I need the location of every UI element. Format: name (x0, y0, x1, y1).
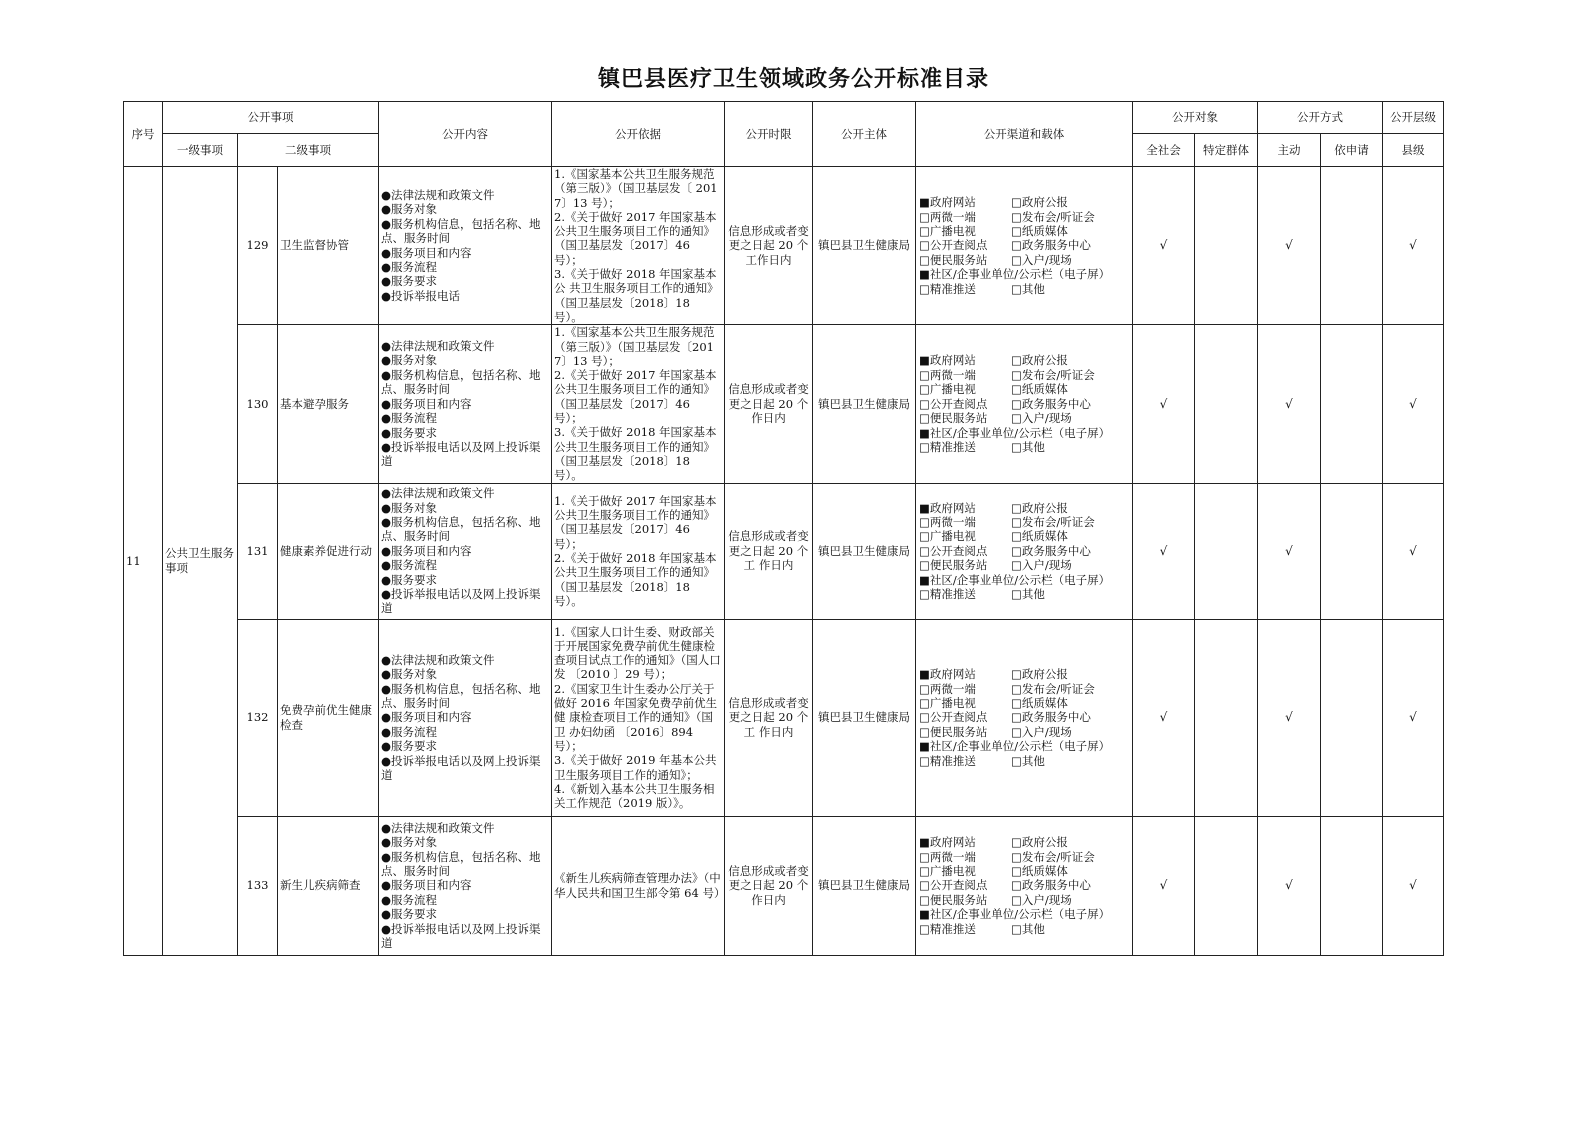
channel-line (919, 835, 1130, 849)
channel-list (916, 325, 1133, 483)
channel-option: □公开查阅点 (919, 238, 988, 253)
header-seq: 序号 (124, 102, 163, 167)
channel-option: □政务服务中心 (1011, 238, 1091, 253)
basis-line: 1.《国家基本公共卫生服务规范（第三版）》（国卫基层发〔2017〕13 号）； (554, 325, 715, 368)
header-level2: 二级事项 (238, 134, 379, 167)
header-basis: 公开依据 (552, 102, 725, 167)
header-level1: 一级事项 (163, 134, 238, 167)
channel-line (919, 210, 1130, 224)
basis-list (552, 483, 725, 619)
content-line: ●服务对象 (381, 353, 438, 368)
content-line: ●服务要求 (381, 425, 438, 440)
header-level-county: 县级 (1383, 134, 1444, 167)
content-list (379, 325, 552, 483)
target-group-mark (1195, 325, 1258, 483)
header-channel: 公开渠道和载体 (916, 102, 1133, 167)
channel-line (919, 864, 1130, 878)
basis-line: 4.《新划入基本公共卫生服务相关工作规范（2019 版）》。 (554, 781, 715, 811)
content-line: ●服务流程 (381, 724, 438, 739)
channel-option: □纸质媒体 (1011, 382, 1068, 397)
channel-option: □两微一端 (919, 515, 976, 530)
catalog-table (123, 101, 1444, 956)
channel-option: □发布会/听证会 (1011, 209, 1095, 224)
channel-line (919, 368, 1130, 382)
content-line: ●服务流程 (381, 558, 438, 573)
table-row (124, 167, 1444, 325)
channel-option: □公开查阅点 (919, 396, 988, 411)
time-limit: 信息形成或者变更之日起 20 个作日内 (725, 816, 813, 955)
channel-option: □广播电视 (919, 863, 976, 878)
content-line: ●投诉举报电话以及网上投诉渠 (381, 753, 541, 768)
basis-line: 2.《关于做好 2017 年国家基本公共卫生服务项目工作的通知》（国卫基层发〔2017〕46 号）； (554, 209, 717, 267)
basis-line: 2.《关于做好 2017 年国家基本公共卫生服务项目工作的通知》（国卫基层发〔2017〕46 号）； (554, 368, 717, 426)
subject: 镇巴县卫生健康局 (813, 325, 916, 483)
item-name: 免费孕前优生健康检查 (278, 619, 379, 816)
content-line: ●服务对象 (381, 202, 438, 217)
basis-line: 《新生儿疾病筛查管理办法》（中华人民共和国卫生部令第 64 号） (554, 871, 726, 900)
channel-option: □便民服务站 (919, 558, 988, 573)
item-name: 新生儿疾病筛查 (278, 816, 379, 955)
table-row (124, 325, 1444, 483)
method-apply-mark (1321, 619, 1383, 816)
content-line: 点、服务时间 (381, 529, 450, 544)
channel-list (916, 816, 1133, 955)
item-number: 130 (238, 325, 278, 483)
header-content: 公开内容 (379, 102, 552, 167)
header-items: 公开事项 (163, 102, 379, 134)
channel-option: □广播电视 (919, 224, 976, 239)
channel-line (919, 238, 1130, 252)
group-level1: 公共卫生服务事项 (163, 167, 238, 956)
target-all-mark: √ (1133, 816, 1195, 955)
channel-option: □纸质媒体 (1011, 863, 1068, 878)
channel-option: □便民服务站 (919, 724, 988, 739)
content-line: ●服务项目和内容 (381, 878, 472, 893)
content-line: ●服务机构信息，包括名称、地 (381, 216, 541, 231)
content-line: ●服务项目和内容 (381, 710, 472, 725)
time-limit: 信息形成或者变更之日起 20 个工 作日内 (725, 619, 813, 816)
content-line: ●服务要求 (381, 907, 438, 922)
channel-line (919, 195, 1130, 209)
content-line: ●服务流程 (381, 892, 438, 907)
channel-line (919, 682, 1130, 696)
subject: 镇巴县卫生健康局 (813, 619, 916, 816)
channel-option: □入户/现场 (1011, 892, 1072, 907)
channel-option: □精准推送 (919, 439, 976, 454)
channel-option: ■政府网站 (919, 500, 976, 515)
method-apply-mark (1321, 325, 1383, 483)
content-line: ●服务对象 (381, 500, 438, 515)
channel-line (919, 667, 1130, 681)
channel-option: □入户/现场 (1011, 252, 1072, 267)
method-active-mark: √ (1258, 167, 1321, 325)
page-title: 镇巴县医疗卫生领域政务公开标准目录 (597, 66, 989, 92)
channel-line (919, 558, 1130, 572)
content-line: 道 (381, 767, 393, 782)
level-county-mark: √ (1383, 619, 1444, 816)
header-subject: 公开主体 (813, 102, 916, 167)
target-group-mark (1195, 483, 1258, 619)
table-row (124, 483, 1444, 619)
table-body (124, 167, 1444, 956)
header-method-active: 主动 (1258, 134, 1321, 167)
content-list (379, 816, 552, 955)
target-group-mark (1195, 167, 1258, 325)
channel-option: □公开查阅点 (919, 878, 988, 893)
channel-option: □发布会/听证会 (1011, 515, 1095, 530)
content-line: 道 (381, 601, 393, 616)
content-line: ●服务项目和内容 (381, 245, 472, 260)
content-line: ●服务对象 (381, 835, 438, 850)
channel-option: □便民服务站 (919, 411, 988, 426)
channel-line (919, 253, 1130, 267)
level-county-mark: √ (1383, 483, 1444, 619)
channel-option: □发布会/听证会 (1011, 367, 1095, 382)
content-line: ●服务机构信息，包括名称、地 (381, 515, 541, 530)
channel-option: □政府公报 (1011, 835, 1068, 850)
channel-line (919, 397, 1130, 411)
channel-line (919, 850, 1130, 864)
channel-line (919, 587, 1130, 601)
content-line: 点、服务时间 (381, 695, 450, 710)
channel-option: □入户/现场 (1011, 724, 1072, 739)
channel-option: □政府公报 (1011, 353, 1068, 368)
method-apply-mark (1321, 483, 1383, 619)
channel-option: □精准推送 (919, 587, 976, 602)
channel-option: ■政府网站 (919, 667, 976, 682)
channel-option: ■社区/企事业单位/公示栏（电子屏） (919, 425, 1111, 440)
channel-line (919, 267, 1130, 281)
content-line: ●服务项目和内容 (381, 396, 472, 411)
channel-line (919, 710, 1130, 724)
header-time: 公开时限 (725, 102, 813, 167)
channel-option: ■社区/企事业单位/公示栏（电子屏） (919, 572, 1111, 587)
time-limit: 信息形成或者变更之日起 20 个工作日内 (725, 167, 813, 325)
content-line: ●投诉举报电话 (381, 288, 461, 303)
content-line: ●法律法规和政策文件 (381, 652, 495, 667)
channel-option: □其他 (1011, 439, 1045, 454)
channel-option: □发布会/听证会 (1011, 849, 1095, 864)
channel-option: ■社区/企事业单位/公示栏（电子屏） (919, 267, 1111, 282)
content-list (379, 167, 552, 325)
basis-line: 1.《国家人口计生委、财政部关于开展国家免费孕前优生健康检查项目试点工作的通知》（国人口发 〔2010 〕29 号）； (554, 624, 721, 682)
channel-option: □纸质媒体 (1011, 224, 1068, 239)
channel-option: ■政府网站 (919, 195, 976, 210)
channel-option: ■社区/企事业单位/公示栏（电子屏） (919, 907, 1111, 922)
basis-line: 1.《国家基本公共卫生服务规范（第三版）》（国卫基层发〔 2017〕13 号）； (554, 167, 718, 210)
channel-line (919, 426, 1130, 440)
channel-line (919, 544, 1130, 558)
item-name: 基本避孕服务 (278, 325, 379, 483)
channel-list (916, 619, 1133, 816)
subject: 镇巴县卫生健康局 (813, 167, 916, 325)
channel-option: □两微一端 (919, 849, 976, 864)
channel-option: □入户/现场 (1011, 558, 1072, 573)
content-line: ●服务机构信息，包括名称、地 (381, 849, 541, 864)
channel-option: □便民服务站 (919, 892, 988, 907)
channel-option: ■政府网站 (919, 353, 976, 368)
channel-line (919, 529, 1130, 543)
content-line: 道 (381, 935, 393, 950)
channel-option: □其他 (1011, 587, 1045, 602)
time-limit: 信息形成或者变更之日起 20 个工 作日内 (725, 483, 813, 619)
item-name: 健康素养促进行动 (278, 483, 379, 619)
channel-option: □政务服务中心 (1011, 396, 1091, 411)
channel-line (919, 725, 1130, 739)
content-line: 点、服务时间 (381, 382, 450, 397)
channel-option: □纸质媒体 (1011, 529, 1068, 544)
channel-option: ■社区/企事业单位/公示栏（电子屏） (919, 739, 1111, 754)
level-county-mark: √ (1383, 325, 1444, 483)
channel-option: □两微一端 (919, 681, 976, 696)
channel-option: □政府公报 (1011, 195, 1068, 210)
header-level: 公开层级 (1383, 102, 1444, 134)
target-all-mark: √ (1133, 619, 1195, 816)
basis-line: 3.《关于做好 2018 年国家基本公 共卫生服务项目工作的通知》（国卫基层发〔2018〕18 号）。 (554, 267, 719, 324)
time-limit: 信息形成或者变更之日起 20 个作日内 (725, 325, 813, 483)
header-method-apply: 依申请 (1321, 134, 1383, 167)
method-apply-mark (1321, 167, 1383, 325)
content-line: ●服务对象 (381, 667, 438, 682)
channel-option: □政务服务中心 (1011, 710, 1091, 725)
channel-option: □政府公报 (1011, 500, 1068, 515)
channel-option: □其他 (1011, 921, 1045, 936)
target-all-mark: √ (1133, 167, 1195, 325)
header-target-all: 全社会 (1133, 134, 1195, 167)
channel-option: □政务服务中心 (1011, 878, 1091, 893)
channel-option: □公开查阅点 (919, 543, 988, 558)
item-name: 卫生监督协管 (278, 167, 379, 325)
content-line: ●服务流程 (381, 411, 438, 426)
channel-option: □精准推送 (919, 921, 976, 936)
channel-option: □政务服务中心 (1011, 543, 1091, 558)
channel-option: □广播电视 (919, 529, 976, 544)
channel-option: □发布会/听证会 (1011, 681, 1095, 696)
channel-option: □便民服务站 (919, 252, 988, 267)
subject: 镇巴县卫生健康局 (813, 816, 916, 955)
channel-option: ■政府网站 (919, 835, 976, 850)
channel-option: □其他 (1011, 281, 1045, 296)
content-line: ●投诉举报电话以及网上投诉渠 (381, 439, 541, 454)
content-list (379, 483, 552, 619)
content-line: ●法律法规和政策文件 (381, 339, 495, 354)
basis-line: 2.《关于做好 2018 年国家基本公共卫生服务项目工作的通知》（国卫基层发〔2018〕18 号）。 (554, 551, 717, 608)
content-line: ●法律法规和政策文件 (381, 486, 495, 501)
basis-list (552, 167, 725, 325)
channel-option: □精准推送 (919, 281, 976, 296)
target-group-mark (1195, 816, 1258, 955)
channel-option: □其他 (1011, 753, 1045, 768)
content-line: 点、服务时间 (381, 863, 450, 878)
item-number: 133 (238, 816, 278, 955)
channel-list (916, 483, 1133, 619)
item-number: 129 (238, 167, 278, 325)
method-active-mark: √ (1258, 325, 1321, 483)
level-county-mark: √ (1383, 816, 1444, 955)
content-line: ●服务流程 (381, 260, 438, 275)
target-group-mark (1195, 619, 1258, 816)
basis-line: 2.《国家卫生计生委办公厅关于做好 2016 年国家免费孕前优生健 康检查项目工作的通知》（国卫 办妇幼函 〔2016〕894 号）； (554, 681, 718, 753)
content-line: ●服务要求 (381, 572, 438, 587)
channel-line (919, 501, 1130, 515)
method-active-mark: √ (1258, 619, 1321, 816)
channel-line (919, 893, 1130, 907)
channel-option: □广播电视 (919, 382, 976, 397)
level-county-mark: √ (1383, 167, 1444, 325)
header-target-group: 特定群体 (1195, 134, 1258, 167)
target-all-mark: √ (1133, 325, 1195, 483)
channel-option: □纸质媒体 (1011, 695, 1068, 710)
channel-line (919, 754, 1130, 768)
content-line: ●服务要求 (381, 274, 438, 289)
channel-option: □公开查阅点 (919, 710, 988, 725)
channel-line (919, 907, 1130, 921)
content-line: ●服务机构信息，包括名称、地 (381, 367, 541, 382)
channel-line (919, 696, 1130, 710)
channel-line (919, 878, 1130, 892)
method-apply-mark (1321, 816, 1383, 955)
basis-list (552, 325, 725, 483)
channel-list (916, 167, 1133, 325)
channel-line (919, 440, 1130, 454)
content-line: 道 (381, 454, 393, 469)
channel-line (919, 382, 1130, 396)
channel-option: □两微一端 (919, 209, 976, 224)
item-number: 132 (238, 619, 278, 816)
content-line: ●服务项目和内容 (381, 543, 472, 558)
basis-list (552, 619, 725, 816)
method-active-mark: √ (1258, 483, 1321, 619)
content-line: ●投诉举报电话以及网上投诉渠 (381, 921, 541, 936)
basis-list (552, 816, 725, 955)
content-line: ●投诉举报电话以及网上投诉渠 (381, 587, 541, 602)
channel-option: □入户/现场 (1011, 411, 1072, 426)
group-seq: 11 (124, 167, 163, 956)
item-number: 131 (238, 483, 278, 619)
channel-line (919, 411, 1130, 425)
content-line: ●服务要求 (381, 739, 438, 754)
content-list (379, 619, 552, 816)
channel-line (919, 573, 1130, 587)
channel-line (919, 922, 1130, 936)
channel-line (919, 739, 1130, 753)
channel-option: □精准推送 (919, 753, 976, 768)
header-target: 公开对象 (1133, 102, 1258, 134)
basis-line: 3.《关于做好 2019 年基本公共卫生服务项目工作的通知》； (554, 753, 717, 782)
channel-line (919, 353, 1130, 367)
target-all-mark: √ (1133, 483, 1195, 619)
channel-line (919, 282, 1130, 296)
content-line: ●服务机构信息，包括名称、地 (381, 681, 541, 696)
basis-line: 1.《关于做好 2017 年国家基本公共卫生服务项目工作的通知》（国卫基层发〔2017〕46 号）； (554, 493, 717, 551)
channel-option: □广播电视 (919, 695, 976, 710)
subject: 镇巴县卫生健康局 (813, 483, 916, 619)
basis-line: 3.《关于做好 2018 年国家基本公共卫生服务项目工作的通知》（国卫基层发〔2018〕18 号）。 (554, 425, 717, 483)
content-line: 点、服务时间 (381, 231, 450, 246)
channel-option: □两微一端 (919, 367, 976, 382)
channel-option: □政府公报 (1011, 667, 1068, 682)
table-row (124, 816, 1444, 955)
content-line: ●法律法规和政策文件 (381, 188, 495, 202)
header-method: 公开方式 (1258, 102, 1383, 134)
method-active-mark: √ (1258, 816, 1321, 955)
channel-line (919, 515, 1130, 529)
table-row (124, 619, 1444, 816)
channel-line (919, 224, 1130, 238)
content-line: ●法律法规和政策文件 (381, 820, 495, 835)
